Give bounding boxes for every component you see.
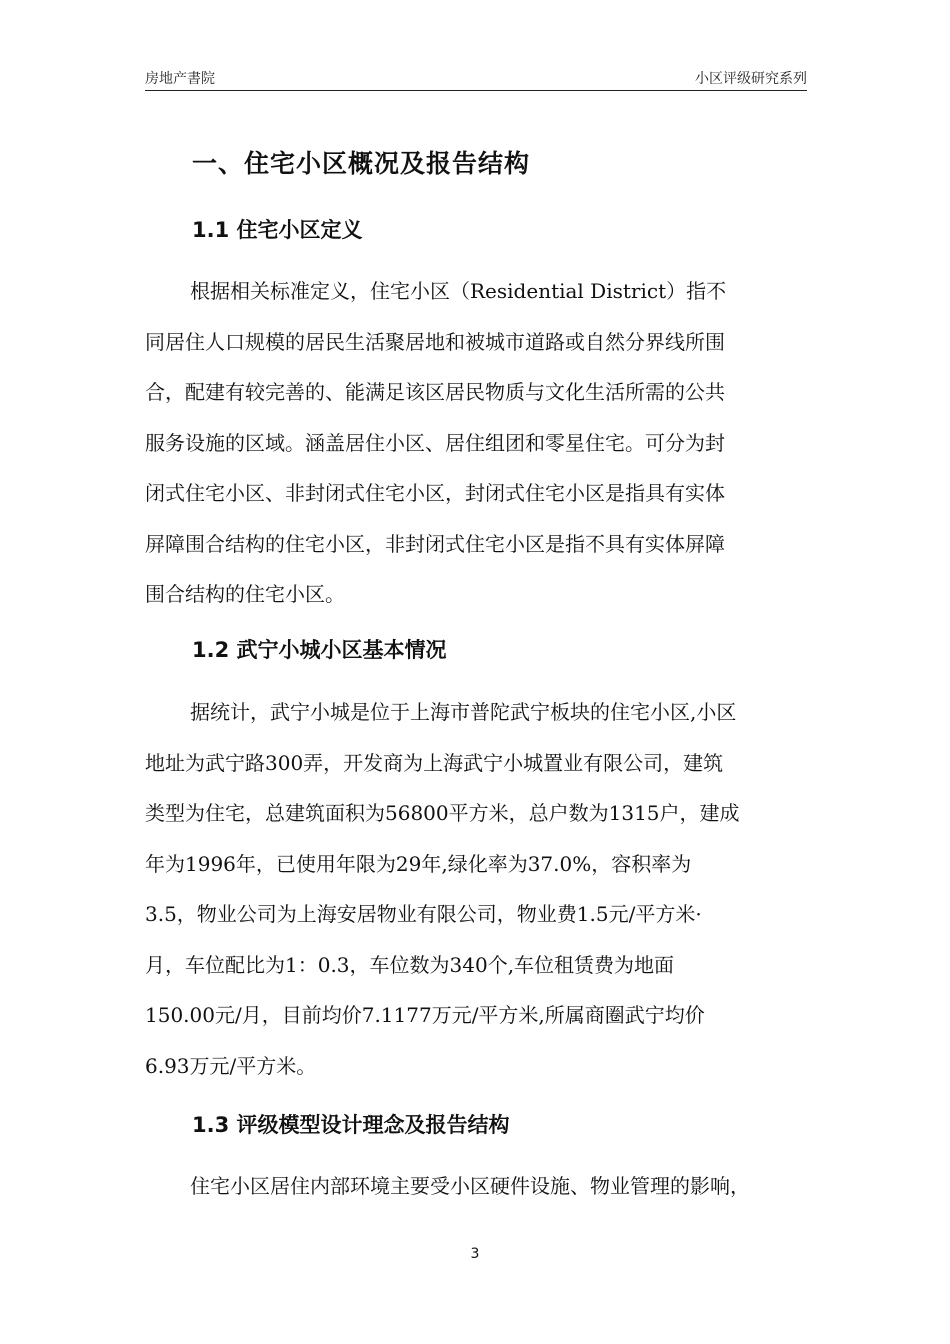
paragraph-definition bbox=[145, 278, 810, 632]
paragraph-line: 合，配建有较完善的、能满足该区居民物质与文化生活所需的公共 bbox=[145, 380, 725, 404]
paragraph-line: 闭式住宅小区、非封闭式住宅小区，封闭式住宅小区是指具有实体 bbox=[145, 481, 725, 505]
subsection-title-1-1: 1.1 住宅小区定义 bbox=[192, 218, 363, 242]
paragraph-line: 年为1996年，已使用年限为29年,绿化率为37.0%，容积率为 bbox=[145, 851, 692, 876]
paragraph-line: 150.00元/月，目前均价7.1177万元/平方米,所属商圈武宁均价 bbox=[145, 1003, 705, 1027]
header-publisher: 房地产書院 bbox=[145, 71, 215, 87]
paragraph-basic-info bbox=[145, 699, 810, 1103]
paragraph-line: 屏障围合结构的住宅小区，非封闭式住宅小区是指不具有实体屏障 bbox=[145, 531, 725, 556]
paragraph-line: 类型为住宅，总建筑面积为56800平方米，总户数为1315户，建成 bbox=[145, 801, 740, 825]
header-series-title: 小区评级研究系列 bbox=[695, 71, 807, 87]
paragraph-line: 3.5，物业公司为上海安居物业有限公司，物业费1.5元/平方米· bbox=[145, 902, 702, 926]
paragraph-line: 服务设施的区域。涵盖居住小区、居住组团和零星住宅。可分为封 bbox=[145, 430, 725, 455]
paragraph-line: 据统计，武宁小城是位于上海市普陀武宁板块的住宅小区,小区 bbox=[190, 700, 737, 724]
paragraph-line: 6.93万元/平方米。 bbox=[145, 1053, 317, 1078]
page-header bbox=[145, 66, 807, 91]
subsection-title-1-3: 1.3 评级模型设计理念及报告结构 bbox=[192, 1113, 510, 1137]
paragraph-line: 地址为武宁路300弄，开发商为上海武宁小城置业有限公司，建筑 bbox=[145, 750, 724, 775]
paragraph-line: 根据相关标准定义，住宅小区（Residential District）指不 bbox=[190, 279, 727, 303]
paragraph-model-design bbox=[145, 1173, 810, 1224]
paragraph-line: 围合结构的住宅小区。 bbox=[145, 582, 345, 606]
paragraph-line: 住宅小区居住内部环境主要受小区硬件设施、物业管理的影响， bbox=[190, 1174, 750, 1198]
subsection-title-1-2: 1.2 武宁小城小区基本情况 bbox=[192, 638, 447, 662]
page-number: 3 bbox=[470, 1246, 480, 1262]
paragraph-line: 同居住人口规模的居民生活聚居地和被城市道路或自然分界线所围 bbox=[145, 329, 725, 354]
paragraph-line: 月，车位配比为1：0.3，车位数为340个,车位租赁费为地面 bbox=[145, 952, 675, 977]
section-title: 一、住宅小区概况及报告结构 bbox=[192, 149, 531, 178]
